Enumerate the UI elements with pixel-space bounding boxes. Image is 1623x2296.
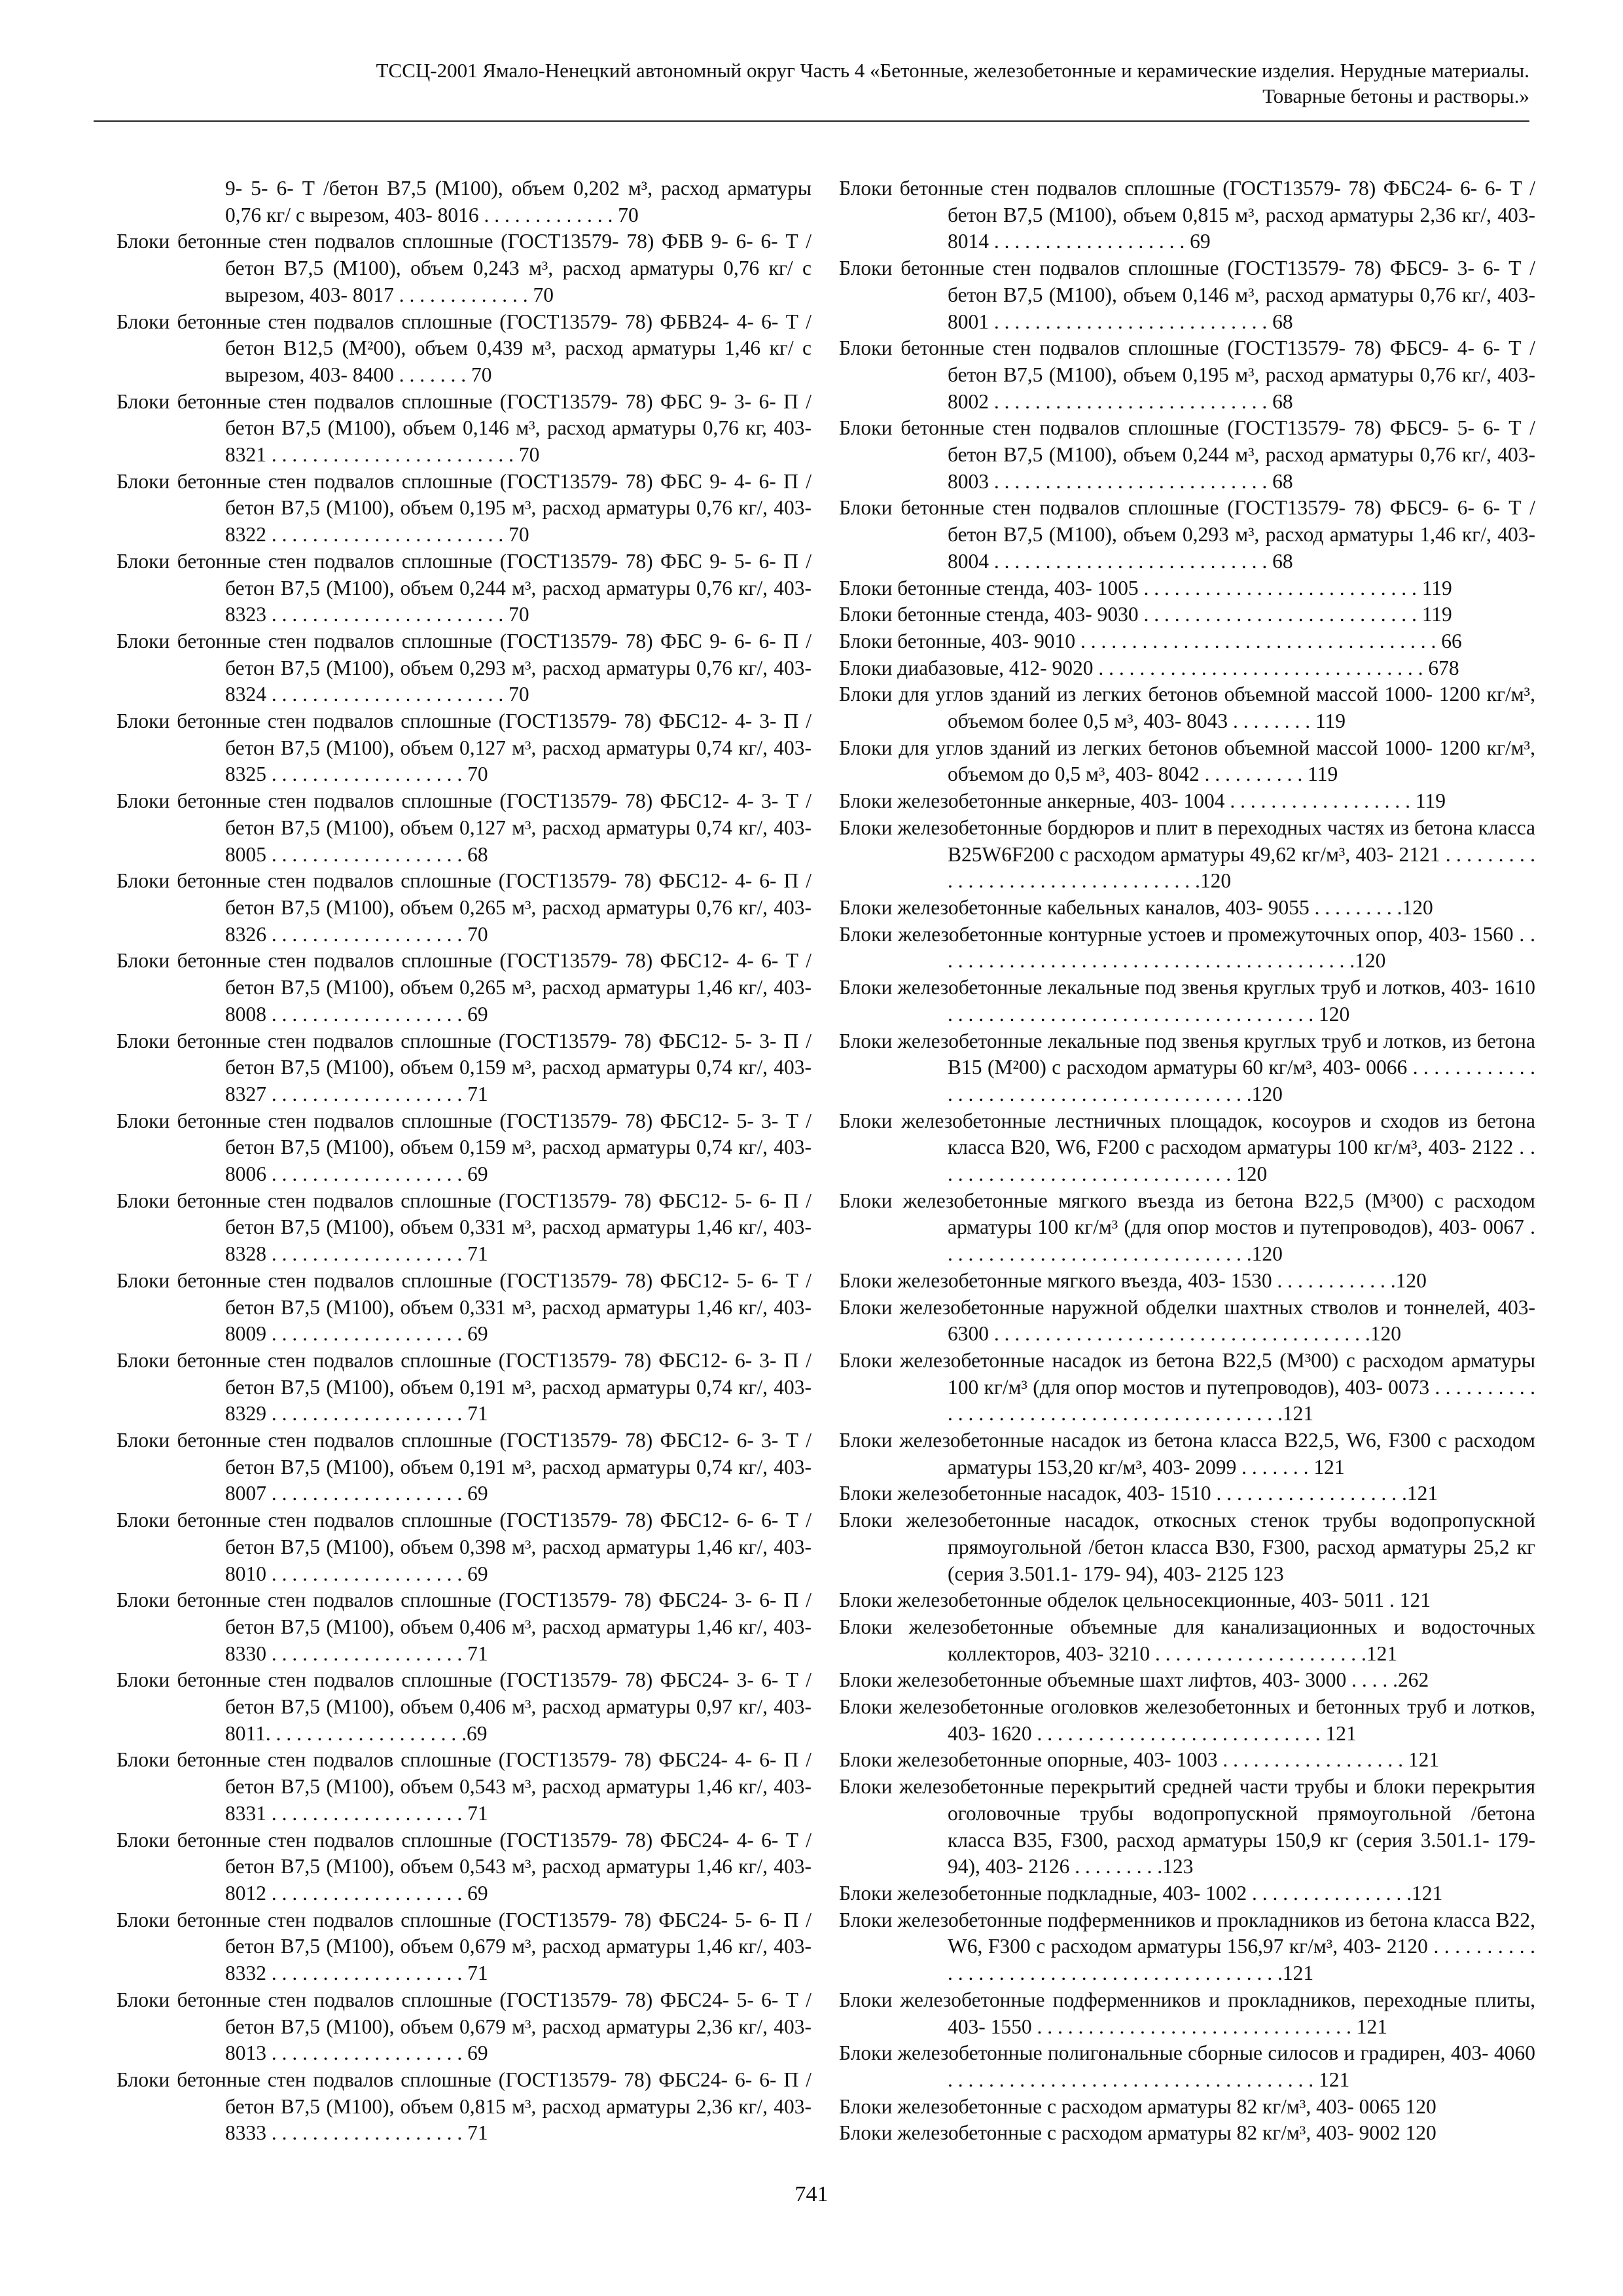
index-entry: Блоки бетонные стен подвалов сплошные (ГОСТ13579- 78) ФБВ 9- 6- 6- Т /бетон В7,5 (М100), объем 0,243 м³, расход арматуры 0,76 кг/ с вырезом, 403- 8017 . . . . . . . . . . . . . 70 xyxy=(116,230,812,306)
index-entry: Блоки бетонные стен подвалов сплошные (ГОСТ13579- 78) ФБС12- 4- 6- П /бетон В7,5 (М100), объем 0,265 м³, расход арматуры 0,76 кг/, 403- 8326 . . . . . . . . . . . . . . . . . . . 70 xyxy=(116,869,812,946)
index-entry: Блоки железобетонные подферменников и прокладников из бетона класса В22, W6, F300 с расходом арматуры 156,97 кг/м³, 403- 2120 . . . . . . . . . . . . . . . . . . . . . . . . . . . . . . . . . . . . . . . . . . .121 xyxy=(839,1908,1535,1985)
index-entry: Блоки железобетонные контурные устоев и промежуточных опор, 403- 1560 . . . . . . . . . . . . . . . . . . . . . . . . . . . . . . . . . . . . . . . . . .120 xyxy=(839,922,1535,973)
index-entry: Блоки бетонные стен подвалов сплошные (ГОСТ13579- 78) ФБС24- 5- 6- Т /бетон В7,5 (М100), объем 0,679 м³, расход арматуры 2,36 кг/, 403- 8013 . . . . . . . . . . . . . . . . . . . 69 xyxy=(116,1988,812,2065)
index-entry: Блоки бетонные стен подвалов сплошные (ГОСТ13579- 78) ФБС12- 6- 6- Т /бетон В7,5 (М100), объем 0,398 м³, расход арматуры 1,46 кг/, 403- 8010 . . . . . . . . . . . . . . . . . . . 69 xyxy=(116,1509,812,1585)
index-entry: Блоки бетонные стен подвалов сплошные (ГОСТ13579- 78) ФБС9- 5- 6- Т /бетон В7,5 (М100), объем 0,244 м³, расход арматуры 0,76 кг/, 403- 8003 . . . . . . . . . . . . . . . . . . . . . . . . . . . 68 xyxy=(839,416,1535,493)
index-entry: Блоки железобетонные насадок из бетона класса В22,5, W6, F300 с расходом арматуры 153,20 кг/м³, 403- 2099 . . . . . . . 121 xyxy=(839,1429,1535,1479)
index-entry: Блоки бетонные стен подвалов сплошные (ГОСТ13579- 78) ФБС24- 6- 6- Т /бетон В7,5 (М100), объем 0,815 м³, расход арматуры 2,36 кг/, 403- 8014 . . . . . . . . . . . . . . . . . . . 69 xyxy=(839,177,1535,253)
index-entry: Блоки железобетонные подферменников и прокладников, переходные плиты, 403- 1550 . . . . . . . . . . . . . . . . . . . . . . . . . . . . . . . 121 xyxy=(839,1988,1535,2038)
running-header xyxy=(83,58,1529,109)
index-entry: Блоки бетонные, 403- 9010 . . . . . . . . . . . . . . . . . . . . . . . . . . . . . . . . . . . 66 xyxy=(839,629,1462,653)
index-entry: Блоки бетонные стен подвалов сплошные (ГОСТ13579- 78) ФБС12- 6- 3- Т /бетон В7,5 (М100), объем 0,191 м³, расход арматуры 0,74 кг/, 403- 8007 . . . . . . . . . . . . . . . . . . . 69 xyxy=(116,1429,812,1505)
index-entry: Блоки железобетонные насадок из бетона В22,5 (М³00) с расходом арматуры 100 кг/м³ (для опор мостов и путепроводов), 403- 0073 . . . . . . . . . . . . . . . . . . . . . . . . . . . . . . . . . . . . . . . . . . .121 xyxy=(839,1348,1535,1426)
header-rule xyxy=(94,120,1529,122)
index-entry: Блоки железобетонные насадок, 403- 1510 . . . . . . . . . . . . . . . . . . .121 xyxy=(839,1482,1438,1505)
index-entry: Блоки железобетонные опорные, 403- 1003 . . . . . . . . . . . . . . . . . . 121 xyxy=(839,1748,1440,1772)
index-entry: Блоки бетонные стен подвалов сплошные (ГОСТ13579- 78) ФБС 9- 3- 6- П /бетон В7,5 (М100), объем 0,146 м³, расход арматуры 0,76 кг, 403- 8321 . . . . . . . . . . . . . . . . . . . . . . . . 70 xyxy=(116,389,812,467)
index-entry: Блоки бетонные стен подвалов сплошные (ГОСТ13579- 78) ФБС 9- 6- 6- П /бетон В7,5 (М100), объем 0,293 м³, расход арматуры 0,76 кг/, 403- 8324 . . . . . . . . . . . . . . . . . . . . . . . 70 xyxy=(116,629,812,706)
index-entry: Блоки бетонные стен подвалов сплошные (ГОСТ13579- 78) ФБВ24- 4- 6- Т /бетон В12,5 (М²00), объем 0,439 м³, расход арматуры 1,46 кг/ с вырезом, 403- 8400 . . . . . . . 70 xyxy=(116,310,812,386)
index-entry: Блоки бетонные стен подвалов сплошные (ГОСТ13579- 78) ФБС24- 5- 6- П /бетон В7,5 (М100), объем 0,679 м³, расход арматуры 1,46 кг/, 403- 8332 . . . . . . . . . . . . . . . . . . . 71 xyxy=(116,1908,812,1985)
index-entry: Блоки бетонные стен подвалов сплошные (ГОСТ13579- 78) ФБС24- 4- 6- П /бетон В7,5 (М100), объем 0,543 м³, расход арматуры 1,46 кг/, 403- 8331 . . . . . . . . . . . . . . . . . . . 71 xyxy=(116,1748,812,1825)
index-entry: Блоки железобетонные оголовков железобетонных и бетонных труб и лотков, 403- 1620 . . . . . . . . . . . . . . . . . . . . . . . . . . . . 121 xyxy=(839,1695,1535,1745)
index-entry: Блоки бетонные стенда, 403- 1005 . . . . . . . . . . . . . . . . . . . . . . . . . . . 119 xyxy=(839,576,1452,600)
index-entry: Блоки для углов зданий из легких бетонов объемной массой 1000- 1200 кг/м³, объемом более 0,5 м³, 403- 8043 . . . . . . . . 119 xyxy=(839,683,1535,733)
index-entry: Блоки железобетонные кабельных каналов, 403- 9055 . . . . . . . . .120 xyxy=(839,895,1433,919)
index-entry: Блоки железобетонные полигональные сборные силосов и градирен, 403- 4060 . . . . . . . . . . . . . . . . . . . . . . . . . . . . . . . . . . . . 121 xyxy=(839,2041,1535,2091)
index-entry: Блоки диабазовые, 412- 9020 . . . . . . . . . . . . . . . . . . . . . . . . . . . . . . . . 678 xyxy=(839,656,1459,679)
index-entry: Блоки бетонные стен подвалов сплошные (ГОСТ13579- 78) ФБС12- 4- 3- П /бетон В7,5 (М100), объем 0,127 м³, расход арматуры 0,74 кг/, 403- 8325 . . . . . . . . . . . . . . . . . . . 70 xyxy=(116,709,812,786)
index-entry: Блоки бетонные стен подвалов сплошные (ГОСТ13579- 78) ФБС9- 3- 6- Т /бетон В7,5 (М100), объем 0,146 м³, расход арматуры 0,76 кг/, 403- 8001 . . . . . . . . . . . . . . . . . . . . . . . . . . . 68 xyxy=(839,257,1535,333)
index-entry: Блоки железобетонные лекальные под звенья круглых труб и лотков, 403- 1610 . . . . . . . . . . . . . . . . . . . . . . . . . . . . . . . . . . . . 120 xyxy=(839,976,1535,1026)
index-entry: Блоки бетонные стен подвалов сплошные (ГОСТ13579- 78) ФБС12- 4- 6- Т /бетон В7,5 (М100), объем 0,265 м³, расход арматуры 1,46 кг/, 403- 8008 . . . . . . . . . . . . . . . . . . . 69 xyxy=(116,949,812,1026)
index-entry: Блоки железобетонные подкладные, 403- 1002 . . . . . . . . . . . . . . . .121 xyxy=(839,1882,1443,1905)
index-entry: Блоки железобетонные бордюров и плит в переходных частях из бетона класса В25W6F200 с расходом арматуры 49,62 кг/м³, 403- 2121 . . . . . . . . . . . . . . . . . . . . . . . . . . . . . . . . . .120 xyxy=(839,816,1535,893)
index-entry: 9- 5- 6- Т /бетон В7,5 (М100), объем 0,202 м³, расход арматуры 0,76 кг/ с вырезом, 403- 8016 . . . . . . . . . . . . . 70 xyxy=(225,177,812,226)
index-entry: Блоки железобетонные лестничных площадок, косоуров и сходов из бетона класса В20, W6, F200 с расходом арматуры 100 кг/м³, 403- 2122 . . . . . . . . . . . . . . . . . . . . . . . . . . . . . . 120 xyxy=(839,1109,1535,1186)
page-number: 741 xyxy=(794,2182,829,2206)
index-entry: Блоки железобетонные объемные для канализационных и водосточных коллекторов, 403- 3210 . . . . . . . . . . . . . . . . . . . . .121 xyxy=(839,1615,1535,1665)
index-entry: Блоки бетонные стен подвалов сплошные (ГОСТ13579- 78) ФБС12- 5- 6- Т /бетон В7,5 (М100), объем 0,331 м³, расход арматуры 1,46 кг/, 403- 8009 . . . . . . . . . . . . . . . . . . . 69 xyxy=(116,1268,812,1346)
index-entry: Блоки бетонные стен подвалов сплошные (ГОСТ13579- 78) ФБС24- 4- 6- Т /бетон В7,5 (М100), объем 0,543 м³, расход арматуры 1,46 кг/, 403- 8012 . . . . . . . . . . . . . . . . . . . 69 xyxy=(116,1828,812,1905)
index-entry: Блоки бетонные стен подвалов сплошные (ГОСТ13579- 78) ФБС12- 5- 6- П /бетон В7,5 (М100), объем 0,331 м³, расход арматуры 1,46 кг/, 403- 8328 . . . . . . . . . . . . . . . . . . . 71 xyxy=(116,1189,812,1266)
index-column-left xyxy=(116,175,812,2147)
index-entry: Блоки железобетонные лекальные под звенья круглых труб и лотков, из бетона В15 (М²00) с расходом арматуры 60 кг/м³, 403- 0066 . . . . . . . . . . . . . . . . . . . . . . . . . . . . . . . . . . . . . . . . . .120 xyxy=(839,1029,1535,1105)
index-entry: Блоки железобетонные мягкого въезда, 403- 1530 . . . . . . . . . . . .120 xyxy=(839,1268,1427,1292)
header-line-2: Товарные бетоны и растворы.» xyxy=(1262,84,1529,107)
index-entry: Блоки железобетонные с расходом арматуры 82 кг/м³, 403- 9002 120 xyxy=(839,2121,1436,2145)
index-column-right xyxy=(839,175,1535,2147)
index-entry: Блоки железобетонные перекрытий средней части трубы и блоки перекрытия оголовочные трубы водопропускной прямоугольной /бетона класса В35, F300, расход арматуры 150,9 кг (серия 3.501.1- 179- 94), 403- 2126 . . . . . . . . .123 xyxy=(839,1775,1535,1878)
index-entry: Блоки железобетонные анкерные, 403- 1004 . . . . . . . . . . . . . . . . . . 119 xyxy=(839,789,1446,813)
index-entry: Блоки бетонные стен подвалов сплошные (ГОСТ13579- 78) ФБС24- 3- 6- Т /бетон В7,5 (М100), объем 0,406 м³, расход арматуры 0,97 кг/, 403- 8011. . . . . . . . . . . . . . . . . . . .69 xyxy=(116,1668,812,1745)
index-entry: Блоки бетонные стен подвалов сплошные (ГОСТ13579- 78) ФБС24- 6- 6- П /бетон В7,5 (М100), объем 0,815 м³, расход арматуры 2,36 кг/, 403- 8333 . . . . . . . . . . . . . . . . . . . 71 xyxy=(116,2068,812,2145)
index-entry: Блоки бетонные стен подвалов сплошные (ГОСТ13579- 78) ФБС12- 6- 3- П /бетон В7,5 (М100), объем 0,191 м³, расход арматуры 0,74 кг/, 403- 8329 . . . . . . . . . . . . . . . . . . . 71 xyxy=(116,1348,812,1426)
index-entry: Блоки для углов зданий из легких бетонов объемной массой 1000- 1200 кг/м³, объемом до 0,5 м³, 403- 8042 . . . . . . . . . . 119 xyxy=(839,736,1535,786)
index-entry: Блоки железобетонные насадок, откосных стенок трубы водопропускной прямоугольной /бетон класса В30, F300, расход арматуры 25,2 кг (серия 3.501.1- 179- 94), 403- 2125 123 xyxy=(839,1509,1535,1585)
index-entry: Блоки железобетонные наружной обделки шахтных стволов и тоннелей, 403- 6300 . . . . . . . . . . . . . . . . . . . . . . . . . . . . . . . . . . . . .120 xyxy=(839,1295,1535,1346)
index-entry: Блоки железобетонные мягкого въезда из бетона В22,5 (М³00) с расходом арматуры 100 кг/м³ (для опор мостов и путепроводов), 403- 0067 . . . . . . . . . . . . . . . . . . . . . . . . . . . . . . .120 xyxy=(839,1189,1535,1266)
index-entry: Блоки бетонные стен подвалов сплошные (ГОСТ13579- 78) ФБС9- 6- 6- Т /бетон В7,5 (М100), объем 0,293 м³, расход арматуры 1,46 кг/, 403- 8004 . . . . . . . . . . . . . . . . . . . . . . . . . . . 68 xyxy=(839,496,1535,573)
index-entry: Блоки бетонные стен подвалов сплошные (ГОСТ13579- 78) ФБС 9- 4- 6- П /бетон В7,5 (М100), объем 0,195 м³, расход арматуры 0,76 кг/, 403- 8322 . . . . . . . . . . . . . . . . . . . . . . . 70 xyxy=(116,469,812,547)
index-entry: Блоки бетонные стен подвалов сплошные (ГОСТ13579- 78) ФБС12- 4- 3- Т /бетон В7,5 (М100), объем 0,127 м³, расход арматуры 0,74 кг/, 403- 8005 . . . . . . . . . . . . . . . . . . . 68 xyxy=(116,789,812,866)
index-entry: Блоки бетонные стен подвалов сплошные (ГОСТ13579- 78) ФБС12- 5- 3- П /бетон В7,5 (М100), объем 0,159 м³, расход арматуры 0,74 кг/, 403- 8327 . . . . . . . . . . . . . . . . . . . 71 xyxy=(116,1029,812,1105)
index-entry: Блоки железобетонные с расходом арматуры 82 кг/м³, 403- 0065 120 xyxy=(839,2094,1436,2118)
index-entry: Блоки железобетонные объемные шахт лифтов, 403- 3000 . . . . .262 xyxy=(839,1668,1429,1692)
index-entry: Блоки бетонные стенда, 403- 9030 . . . . . . . . . . . . . . . . . . . . . . . . . . . 119 xyxy=(839,603,1452,626)
index-entry: Блоки бетонные стен подвалов сплошные (ГОСТ13579- 78) ФБС24- 3- 6- П /бетон В7,5 (М100), объем 0,406 м³, расход арматуры 1,46 кг/, 403- 8330 . . . . . . . . . . . . . . . . . . . 71 xyxy=(116,1588,812,1665)
index-entry: Блоки бетонные стен подвалов сплошные (ГОСТ13579- 78) ФБС 9- 5- 6- П /бетон В7,5 (М100), объем 0,244 м³, расход арматуры 0,76 кг/, 403- 8323 . . . . . . . . . . . . . . . . . . . . . . . 70 xyxy=(116,549,812,626)
index-entry: Блоки бетонные стен подвалов сплошные (ГОСТ13579- 78) ФБС12- 5- 3- Т /бетон В7,5 (М100), объем 0,159 м³, расход арматуры 0,74 кг/, 403- 8006 . . . . . . . . . . . . . . . . . . . 69 xyxy=(116,1109,812,1186)
index-entry: Блоки бетонные стен подвалов сплошные (ГОСТ13579- 78) ФБС9- 4- 6- Т /бетон В7,5 (М100), объем 0,195 м³, расход арматуры 0,76 кг/, 403- 8002 . . . . . . . . . . . . . . . . . . . . . . . . . . . 68 xyxy=(839,336,1535,413)
header-line-1: ТССЦ-2001 Ямало-Ненецкий автономный округ Часть 4 «Бетонные, железобетонные и керамические изделия. Нерудные материалы. xyxy=(376,59,1529,82)
index-entry: Блоки железобетонные обделок цельносекционные, 403- 5011 . 121 xyxy=(839,1588,1431,1612)
